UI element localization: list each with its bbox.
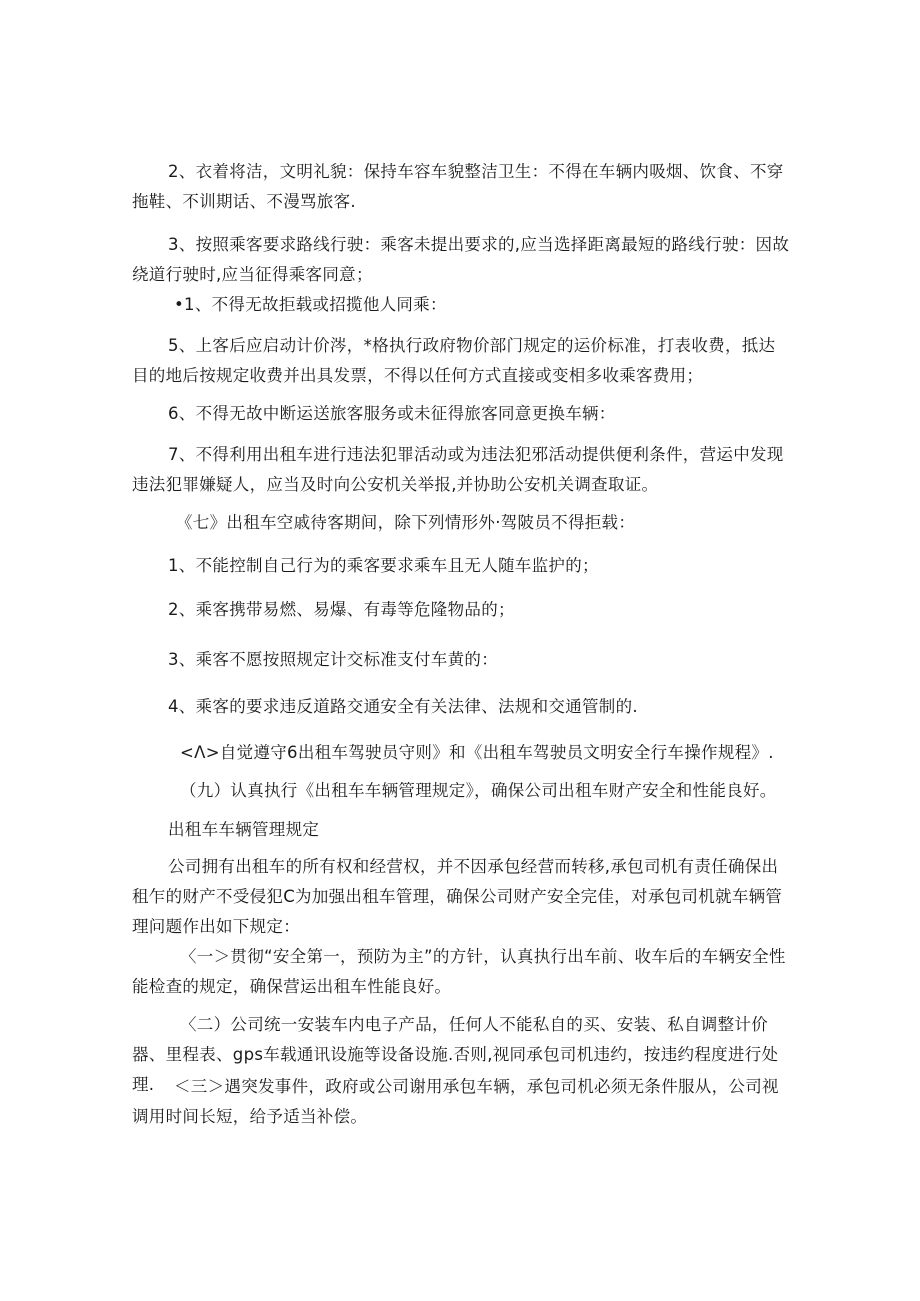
paragraph-no-refusal: •1、不得无故拒载或招揽他人同乘： [174, 295, 447, 314]
paragraph-rule-3: ＜三＞遇突发事件，政府或公司谢用承包车辆，承包司机必须无条件服从，公司视调用时间长短，给予适当补偿。 [132, 1077, 779, 1126]
paragraph-item-2: 2、乘客携带易燃、易爆、有毒等危隆物品的； [168, 600, 515, 619]
paragraph-item-3: 3、乘客不愿按照规定计交标准支付车黄的： [168, 650, 498, 669]
paragraph-ownership: 公司拥有出租车的所有权和经营权，并不因承包经营而转移,承包司机有责任确保出租乍的财产不受侵犯C为加强出租车管理，确保公司财产安全完佳，对承包司机就车辆管理问题作出如下规定： [132, 857, 783, 936]
paragraph-section-8: <Λ>自觉遵守6出租车驾驶员守则》和《出租车驾驶员文明安全行车操作规程》. [180, 743, 774, 762]
paragraph-item-4: 4、乘客的要求违反道路交通安全有关法律、法规和交通管制的. [168, 697, 638, 716]
paragraph-route: 3、按照乘客要求路线行驶：乘客未提出要求的,应当选择距离最短的路线行驶：因故绕道行驶时,应当征得乘客同意； [132, 235, 790, 284]
paragraph-rule-2: 〈二）公司统一安装车内电子产品，任何人不能私自的买、安装、私自调整计价器、里程表、gps车载通讯设施等设备设施.否则,视同承包司机违约，按违约程度进行处理. [132, 1015, 779, 1094]
paragraph-meter: 5、上客后应启动计价涔，*格执行政府物价部门规定的运价标准，打表收费，抵达目的地后按规定收费并出具发票，不得以任何方式直接或变相多收乘客费用； [132, 336, 776, 385]
paragraph-rule-1: 〈一＞贯彻“安全第一，预防为主”的方针，认真执行出车前、收车后的车辆安全性能检查的规定，确保营运出租车性能良好。 [132, 947, 786, 996]
paragraph-section-7: 《七》出租车空戚待客期间，除下列情形外·驾陂员不得拒载： [176, 513, 636, 532]
paragraph-section-9: （九）认真执行《出租车车辆管理规定》，确保公司出租车财产安全和性能良好。 [180, 781, 777, 800]
section-heading-vehicle-rules: 出租车车辆管理规定 [168, 820, 320, 839]
paragraph-no-interrupt: 6、不得无故中断运送旅客服务或未征得旅客同意更换车辆： [168, 404, 616, 423]
paragraph-no-crime: 7、不得利用出租车进行违法犯罪活动或为违法犯邪活动提供便利条件，营运中发现违法犯罪嫌疑人，应当及时向公安机关举报,并协助公安机关调查取证。 [132, 445, 784, 494]
paragraph-item-1: 1、不能控制自己行为的乘客要求乘车且无人随车监护的； [168, 556, 599, 575]
paragraph-dress-code: 2、衣着将洁，文明礼貌：保持车容车貌整洁卫生：不得在车辆内吸烟、饮食、不穿拖鞋、不训期话、不漫骂旅客. [132, 162, 784, 211]
